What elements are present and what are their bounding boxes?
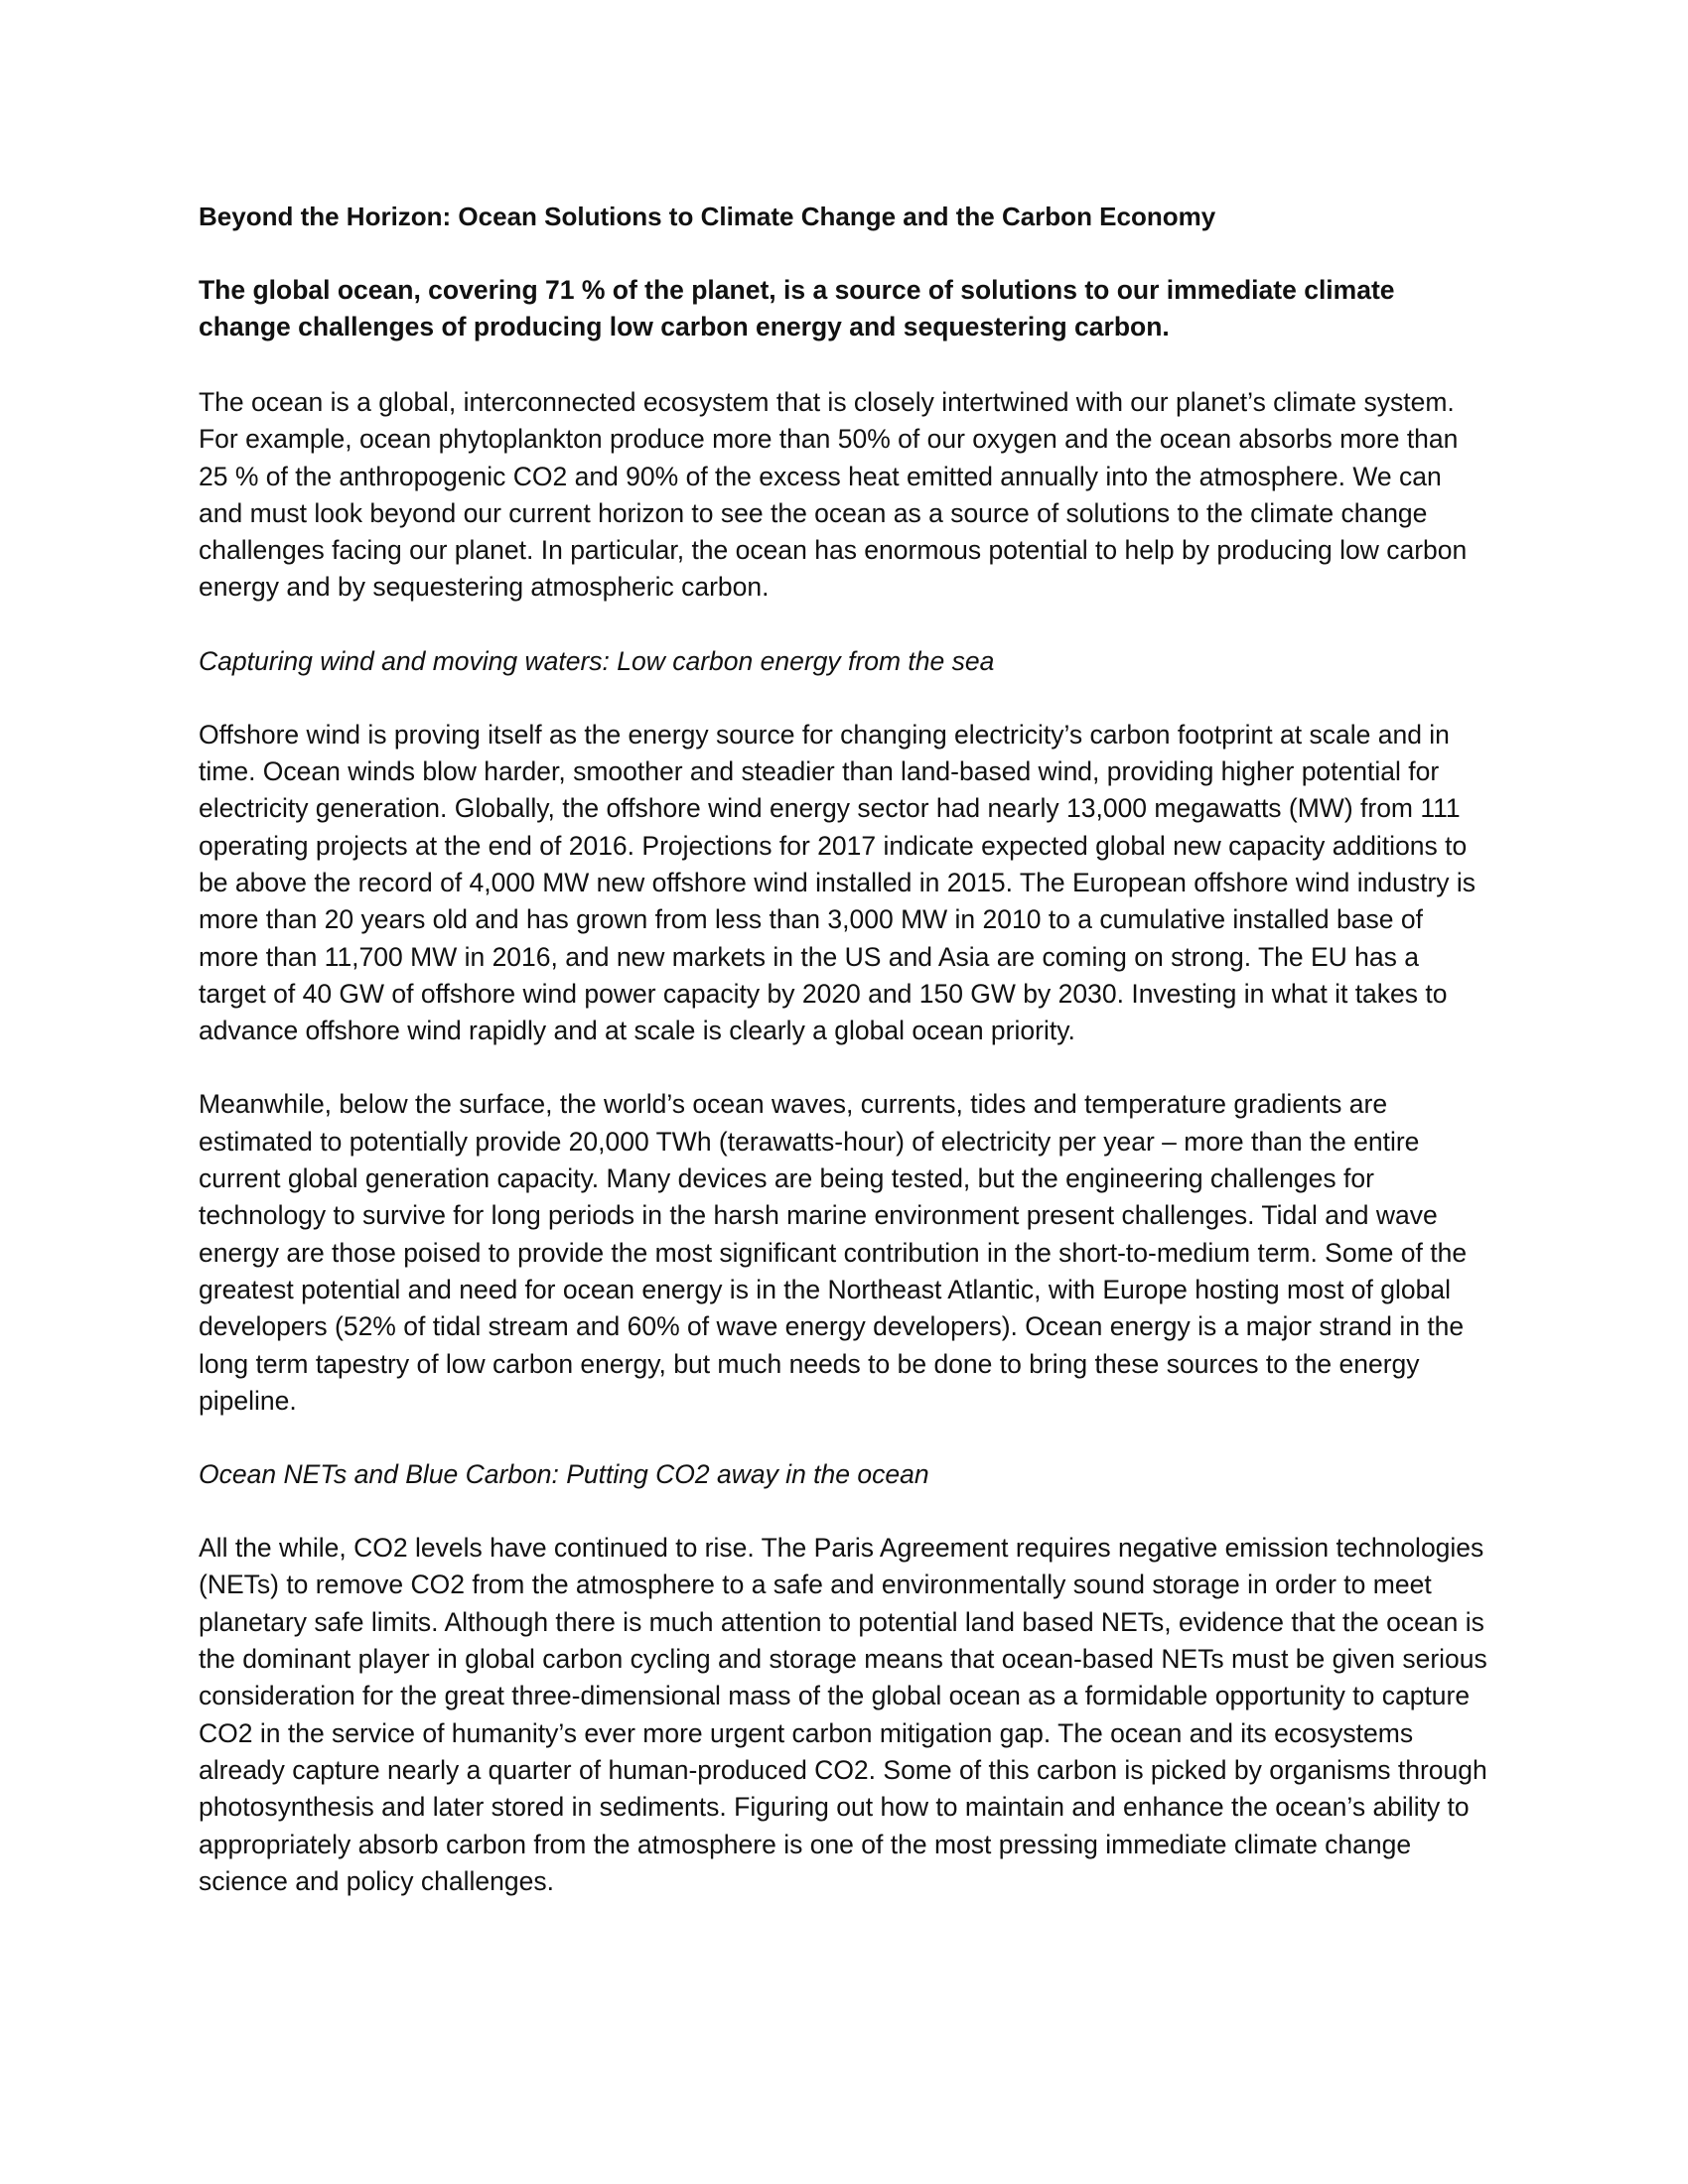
- lead-statement: The global ocean, covering 71 % of the planet, is a source of solutions to our immediate climate change challenges of producing low carbon energy and sequestering carbon.: [199, 275, 1395, 341]
- intro-paragraph: The ocean is a global, interconnected ecosystem that is closely intertwined with our planet’s climate system. For example, ocean phytoplankton produce more than 50% of our oxygen and the ocean absorbs more than 25 % of the anthropogenic CO2 and 90% of the excess heat emitted annually into the atmosphere. We can and must look beyond our current horizon to see the ocean as a source of solutions to the climate change challenges facing our planet. In particular, the ocean has enormous potential to help by producing low carbon energy and by sequestering atmospheric carbon.: [199, 387, 1468, 603]
- paragraph-ocean-nets: All the while, CO2 levels have continued to rise. The Paris Agreement requires negative emission technologies (NETs) to remove CO2 from the atmosphere to a safe and environmentally sound storage in order to meet planetary safe limits. Although there is much attention to potential land based NETs, evidence that the ocean is the dominant player in global carbon cycling and storage means that ocean-based NETs must be given serious consideration for the great three-dimensional mass of the global ocean as a formidable opportunity to capture CO2 in the service of humanity’s ever more urgent carbon mitigation gap. The ocean and its ecosystems already capture nearly a quarter of human-produced CO2. Some of this carbon is picked by organisms through photosynthesis and later stored in sediments. Figuring out how to maintain and enhance the ocean’s ability to appropriately absorb carbon from the atmosphere is one of the most pressing immediate climate change science and policy challenges.: [199, 1533, 1487, 1896]
- document-title: Beyond the Horizon: Ocean Solutions to Climate Change and the Carbon Economy: [199, 202, 1216, 231]
- section-heading-energy: Capturing wind and moving waters: Low carbon energy from the sea: [199, 645, 995, 676]
- paragraph-ocean-energy: Meanwhile, below the surface, the world’s ocean waves, currents, tides and temperature gradients are estimated to potentially provide 20,000 TWh (terawatts-hour) of electricity per year – more than the entire current global generation capacity. Many devices are being tested, but the engineering challenges for technology to survive for long periods in the harsh marine environment present challenges. Tidal and wave energy are those poised to provide the most significant contribution in the short-to-medium term. Some of the greatest potential and need for ocean energy is in the Northeast Atlantic, with Europe hosting most of global developers (52% of tidal stream and 60% of wave energy developers). Ocean energy is a major strand in the long term tapestry of low carbon energy, but much needs to be done to bring these sources to the energy pipeline.: [199, 1089, 1468, 1416]
- document-body: [199, 197, 1489, 1937]
- paragraph-offshore-wind: Offshore wind is proving itself as the energy source for changing electricity’s carbon footprint at scale and in time. Ocean winds blow harder, smoother and steadier than land-based wind, providing higher potential for electricity generation. Globally, the offshore wind energy sector had nearly 13,000 megawatts (MW) from 111 operating projects at the end of 2016. Projections for 2017 indicate expected global new capacity additions to be above the record of 4,000 MW new offshore wind installed in 2015. The European offshore wind industry is more than 20 years old and has grown from less than 3,000 MW in 2010 to a cumulative installed base of more than 11,700 MW in 2016, and new markets in the US and Asia are coming on strong. The EU has a target of 40 GW of offshore wind power capacity by 2020 and 150 GW by 2030. Investing in what it takes to advance offshore wind rapidly and at scale is clearly a global ocean priority.: [199, 719, 1477, 1046]
- section-heading-blue-carbon: Ocean NETs and Blue Carbon: Putting CO2 away in the ocean: [199, 1459, 929, 1490]
